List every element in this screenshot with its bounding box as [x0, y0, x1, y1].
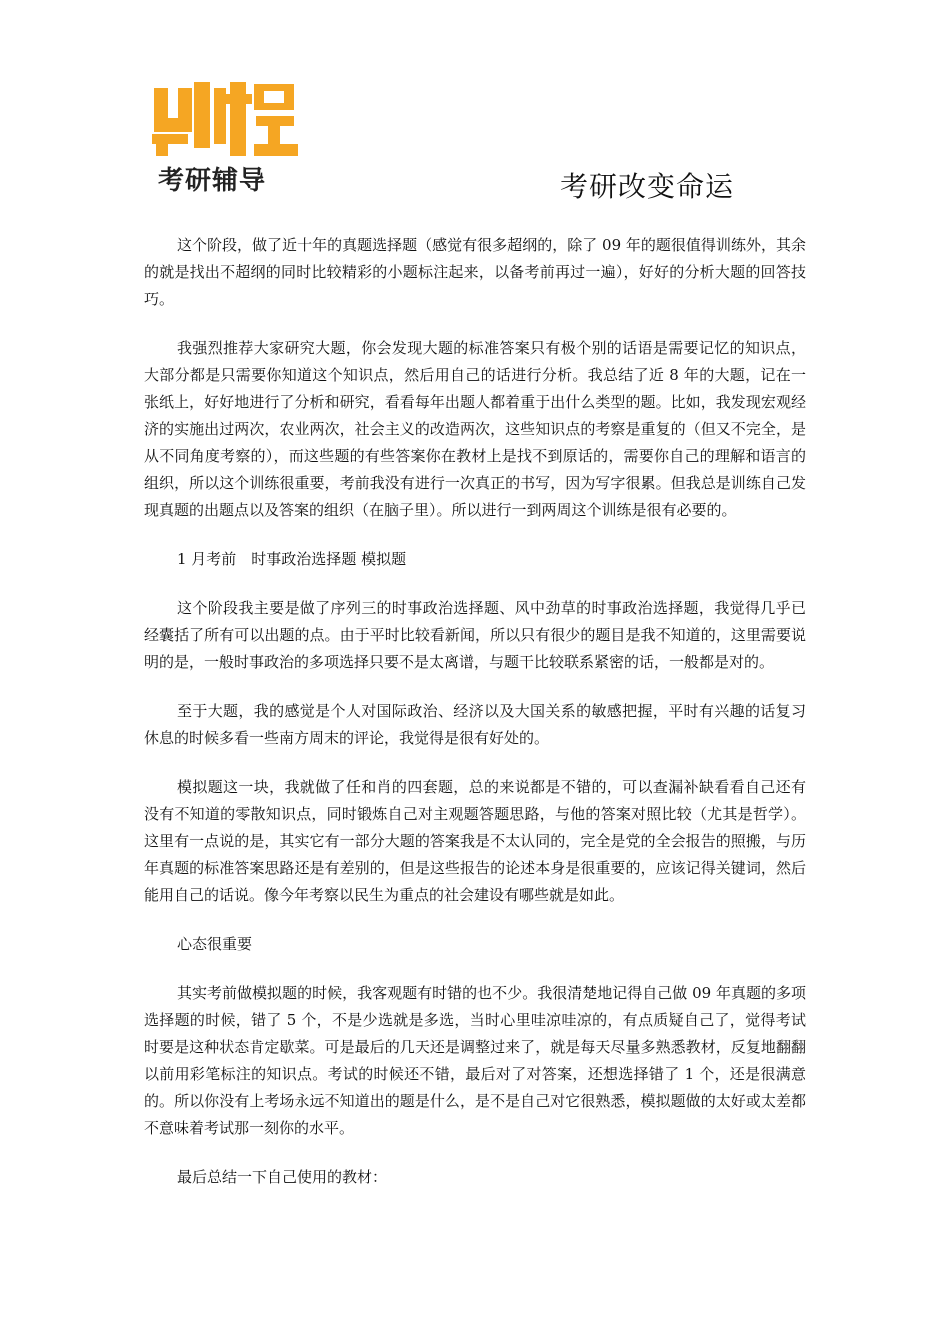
slogan: 考研改变命运 — [560, 170, 735, 203]
logo-subtitle: 考研辅导 — [158, 166, 267, 196]
paragraph: 其实考前做模拟题的时候，我客观题有时错的也不少。我很清楚地记得自己做 09 年真题的多项选择题的时候，错了 5 个，不是少选就是多选，当时心里哇凉哇凉的，有点质疑自己了，觉得考试时要是这种状态肯定歇菜。可是最后的几天还是调整过来了，就是每天尽量多熟悉教材，反复地翻翻以前用彩笔标注的知识点。考试的时候还不错，最后对了对答案，还想选择错了 1 个，还是很满意的。所以你没有上考场永远不知道出的题是什么，是不是自己对它很熟悉，模拟题做的太好或太差都不意味着考试那一刻你的水平。 — [144, 984, 806, 1137]
paragraph: 模拟题这一块，我就做了任和肖的四套题，总的来说都是不错的，可以查漏补缺看看自己还有没有不知道的零散知识点，同时锻炼自己对主观题答题思路，与他的答案对照比较（尤其是哲学）。这里有一点说的是，其实它有一部分大题的答案我是不太认同的，完全是党的全会报告的照搬，与历年真题的标准答案思路还是有差别的，但是这些报告的论述本身是很重要的，应该记得关键词，然后能用自己的话说。像今年考察以民生为重点的社会建设有哪些就是如此。 — [144, 778, 806, 904]
section-heading: 最后总结一下自己使用的教材： — [177, 1168, 388, 1186]
brand-logo — [150, 74, 302, 196]
paragraph: 我强烈推荐大家研究大题，你会发现大题的标准答案只有极个别的话语是需要记忆的知识点，大部分都是只需要你知道这个知识点，然后用自己的话进行分析。我总结了近 8 年的大题，记在一张纸上，好好地进行了分析和研究，看看每年出题人都着重于出什么类型的题。比如，我发现宏观经济的实施出过两次，农业两次，社会主义的改造两次，这些知识点的考察是重复的（但又不完全，是从不同角度考察的），而这些题的有些答案你在教材上是找不到原话的，需要你自己的理解和语言的组织，所以这个训练很重要，考前我没有进行一次真正的书写，因为写字很累。但我总是训练自己发现真题的出题点以及答案的组织（在脑子里）。所以进行一到两周这个训练是很有必要的。 — [144, 339, 806, 519]
section-heading: 1 月考前 时事政治选择题 模拟题 — [177, 550, 407, 568]
paragraph: 至于大题，我的感觉是个人对国际政治、经济以及大国关系的敏感把握，平时有兴趣的话复习休息的时候多看一些南方周末的评论，我觉得是很有好处的。 — [144, 702, 806, 747]
section-heading: 心态很重要 — [177, 935, 253, 953]
article-body — [144, 232, 806, 1213]
kaicheng-logo-icon — [150, 74, 302, 158]
paragraph: 这个阶段我主要是做了序列三的时事政治选择题、风中劲草的时事政治选择题，我觉得几乎已经囊括了所有可以出题的点。由于平时比较看新闻，所以只有很少的题目是我不知道的，这里需要说明的是，一般时事政治的多项选择只要不是太离谱，与题干比较联系紧密的话，一般都是对的。 — [144, 599, 806, 671]
paragraph: 这个阶段，做了近十年的真题选择题（感觉有很多超纲的，除了 09 年的题很值得训练外，其余的就是找出不超纲的同时比较精彩的小题标注起来，以备考前再过一遍），好好的分析大题的回答技巧。 — [144, 236, 806, 308]
